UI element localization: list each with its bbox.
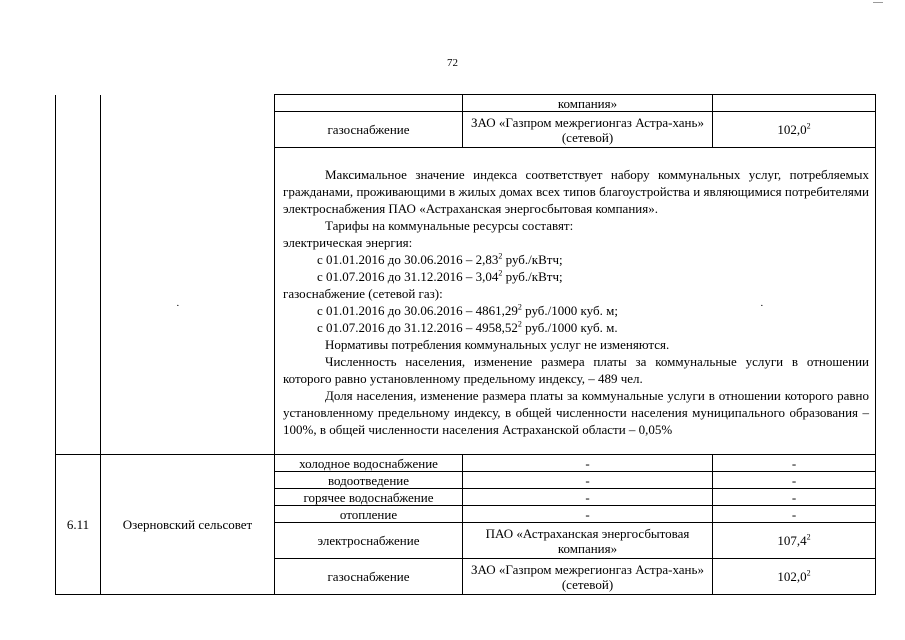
provider-cell: - [463,472,713,489]
electricity-label: электрическая энергия: [283,234,413,250]
tariffs-heading: Тарифы на коммунальные ресурсы составят: [325,217,574,233]
index-cell [713,95,876,112]
name-cell-empty [101,95,275,112]
provider-cell: ЗАО «Газпром межрегионгаз Астра-хань» (сетевой) [463,112,713,148]
index-cell: - [713,472,876,489]
page-number: 72 [447,57,458,69]
scan-speck: · [760,300,764,312]
tariff-line: с 01.07.2016 до 31.12.2016 – 4958,52$^2$ руб./1000 куб. м. [317,319,618,335]
tariff-line: с 01.07.2016 до 31.12.2016 – 3,04$^2$ руб./кВтч; [317,268,563,284]
index-cell: - [713,506,876,523]
share-text: Доля населения, изменение размера платы за коммунальные услуги в отношении которого равно установленному предельному индексу, в общей численности населения муниципального образования – 100%, в общей численности населения Астраханской области – 0,05% [283,387,869,437]
scan-speck: · [176,300,180,312]
gas-label: газоснабжение (сетевой газ): [283,285,443,301]
provider-cell: компания» [463,95,713,112]
provider-cell: ПАО «Астраханская энергосбытовая компания» [463,523,713,559]
provider-cell: - [463,489,713,506]
norms-text: Нормативы потребления коммунальных услуг не изменяются. [325,336,670,352]
tariff-line: с 01.01.2016 до 30.06.2016 – 2,83$^2$ руб./кВтч; [317,251,563,267]
num-cell-empty [56,112,101,148]
name-cell-empty [101,148,275,455]
service-cell: водоотведение [275,472,463,489]
provider-cell: - [463,506,713,523]
service-cell: электроснабжение [275,523,463,559]
index-cell: - [713,455,876,472]
service-cell [275,95,463,112]
index-cell: 107,4$^2$ [713,523,876,559]
provider-cell: ЗАО «Газпром межрегионгаз Астра-хань» (сетевой) [463,559,713,595]
service-cell: отопление [275,506,463,523]
num-cell-empty [56,148,101,455]
population-text: Численность населения, изменение размера платы за коммунальные услуги в отношении которого равно установленному предельному индексу, – 489 чел. [283,353,869,386]
table-row [56,95,876,112]
tariff-table [55,94,876,595]
name-cell-empty [101,112,275,148]
tariff-line: с 01.01.2016 до 30.06.2016 – 4861,29$^2$ руб./1000 куб. м; [317,302,618,318]
municipality-name: Озерновский сельсовет [101,455,275,595]
index-cell: - [713,489,876,506]
note-paragraph: Максимальное значение индекса соответствует набору коммунальных услуг, потребляемых гражданами, проживающими в жилых домах всех типов благоустройства и являющимися потребителями электроснабжения ПАО «Астраханская энергосбытовая компания». [283,166,869,216]
index-cell: 102,0$^2$ [713,559,876,595]
note-cell [275,148,876,455]
service-cell: холодное водоснабжение [275,455,463,472]
table-row [56,455,876,472]
service-cell: газоснабжение [275,112,463,148]
index-cell: 102,0$^2$ [713,112,876,148]
provider-cell: - [463,455,713,472]
num-cell-empty [56,95,101,112]
table-row [56,112,876,148]
section-number: 6.11 [56,455,101,595]
service-cell: горячее водоснабжение [275,489,463,506]
scan-mark [873,2,883,3]
service-cell: газоснабжение [275,559,463,595]
